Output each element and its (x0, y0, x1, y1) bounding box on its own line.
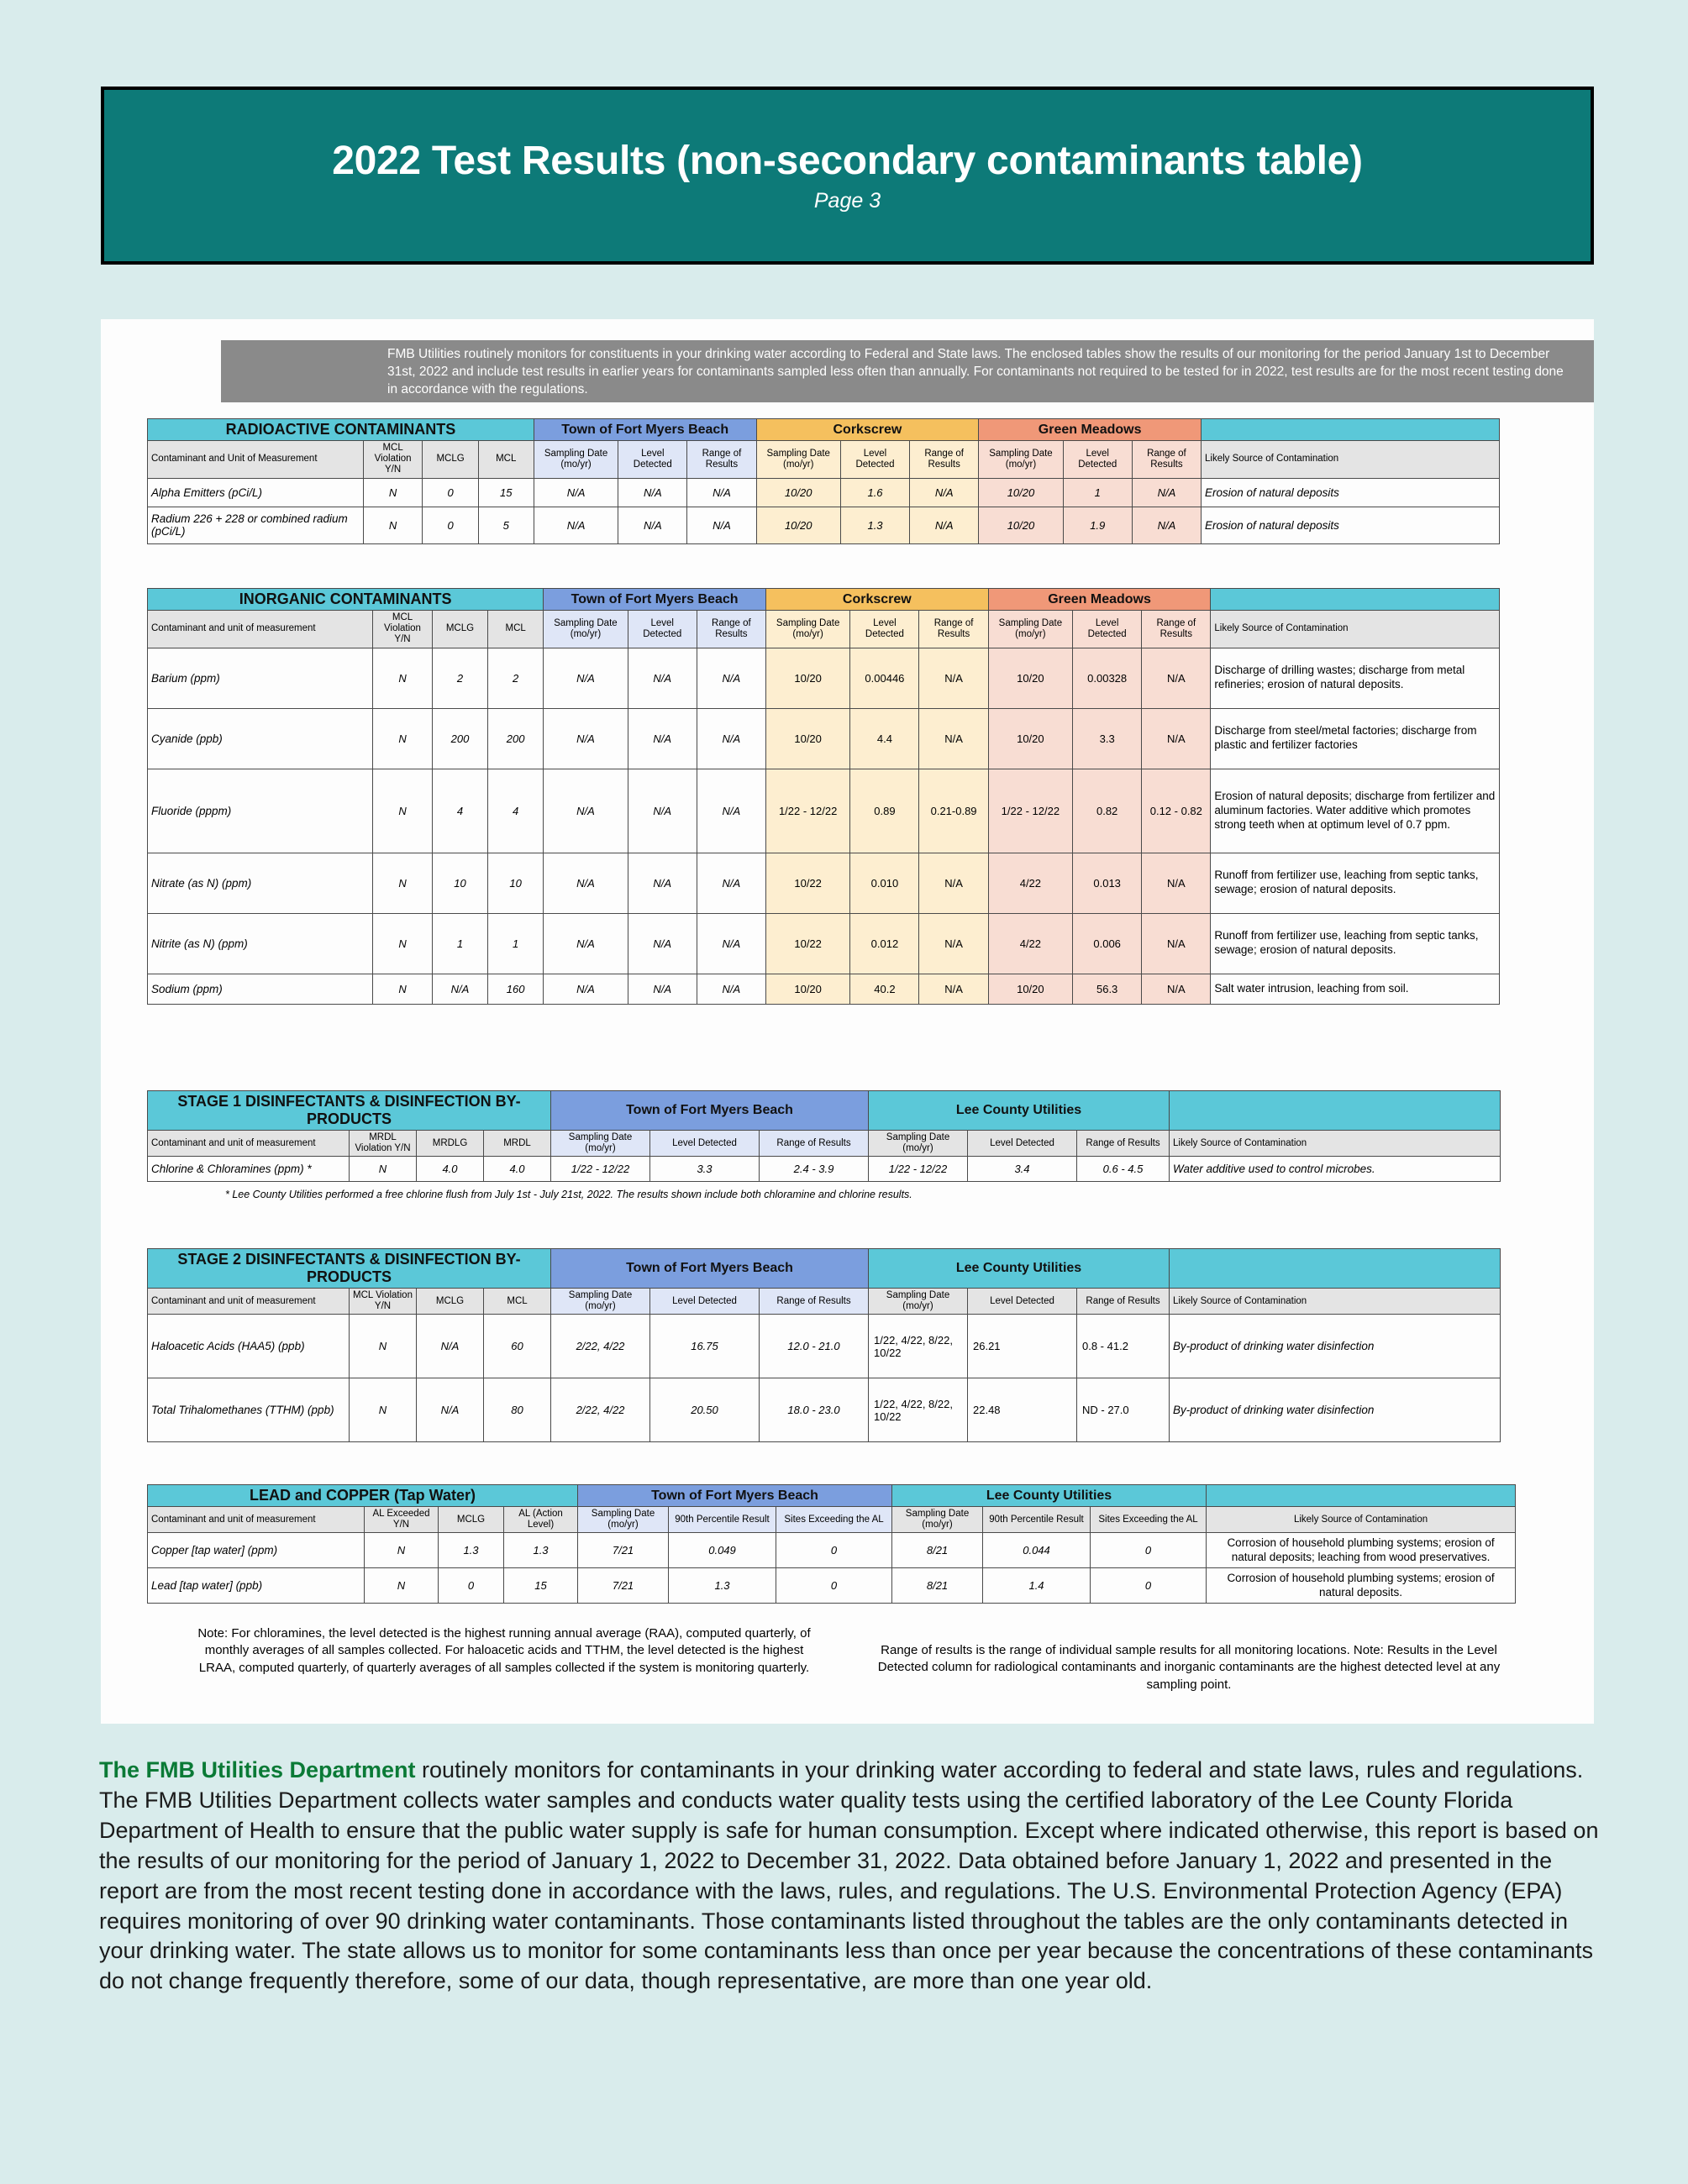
col-mclg: MCLG (439, 1507, 504, 1533)
row-contaminant-name: Sodium (ppm) (148, 974, 373, 1004)
col-range-fmb: Range of Results (687, 441, 756, 479)
system-header-corkscrew: Corkscrew (765, 589, 988, 611)
col-range-fmb: Range of Results (760, 1131, 869, 1157)
cell-fmb-date: 7/21 (578, 1568, 669, 1604)
col-90th-percentile-lee: 90th Percentile Result (983, 1507, 1091, 1533)
group-title-lead-copper: LEAD and COPPER (Tap Water) (148, 1485, 578, 1507)
cell-fmb-level: N/A (628, 769, 697, 853)
cell-mcl: 160 (488, 974, 544, 1004)
col-level-detected-fmb: Level Detected (628, 611, 697, 648)
row-contaminant-name: Alpha Emitters (pCi/L) (148, 478, 364, 507)
cell-lee-sites: 0 (1091, 1568, 1207, 1604)
cell-source: Discharge of drilling wastes; discharge from metal refineries; erosion of natural deposits. (1211, 648, 1500, 708)
cell-green-range: N/A (1142, 913, 1211, 974)
cell-mclg: 0 (423, 507, 478, 543)
cell-lee-date: 1/22, 4/22, 8/22, 10/22 (869, 1378, 968, 1442)
system-header-fmb: Town of Fort Myers Beach (544, 589, 766, 611)
col-al-action-level: AL (Action Level) (504, 1507, 578, 1533)
cell-fmb-date: N/A (544, 769, 628, 853)
cell-green-level: 3.3 (1073, 708, 1142, 769)
cell-green-level: 1 (1063, 478, 1132, 507)
cell-green-date: 4/22 (988, 853, 1072, 913)
system-header-fmb: Town of Fort Myers Beach (551, 1249, 869, 1289)
cell-fmb-90th: 0.049 (669, 1533, 776, 1568)
cell-cork-date: 10/20 (765, 648, 849, 708)
cell-fmb-date: N/A (544, 853, 628, 913)
cell-source: Erosion of natural deposits; discharge from fertilizer and aluminum factories. Water additive which promotes strong teeth when at optimum level of 0.7 ppm. (1211, 769, 1500, 853)
cell-source: Runoff from fertilizer use, leaching from septic tanks, sewage; erosion of natural deposits. (1211, 853, 1500, 913)
col-sampling-date-corkscrew: Sampling Date (mo/yr) (765, 611, 849, 648)
table-row (148, 1378, 1501, 1442)
col-level-detected-corkscrew: Level Detected (850, 611, 919, 648)
col-range-lee: Range of Results (1077, 1131, 1170, 1157)
cell-fmb-range: N/A (697, 974, 765, 1004)
cell-fmb-level: 20.50 (650, 1378, 760, 1442)
cell-green-date: 1/22 - 12/22 (988, 769, 1072, 853)
note-right: Range of results is the range of individual sample results for all monitoring locations. Note: Results in the Level Detected column for radiological contaminants and inorganic contaminants are the highest detected level at any sampling point. (877, 1643, 1501, 1692)
cell-green-date: 10/20 (988, 974, 1072, 1004)
spacer-cell (1202, 419, 1500, 441)
cell-fmb-date: N/A (544, 974, 628, 1004)
col-range-fmb: Range of Results (760, 1289, 869, 1315)
cell-violation: N (373, 769, 433, 853)
system-header-fmb: Town of Fort Myers Beach (551, 1091, 869, 1131)
col-sampling-date-fmb: Sampling Date (mo/yr) (578, 1507, 669, 1533)
cell-fmb-range: N/A (697, 853, 765, 913)
cell-green-range: N/A (1142, 648, 1211, 708)
table-row (148, 478, 1500, 507)
spacer-cell (1211, 589, 1500, 611)
cell-source: Erosion of natural deposits (1202, 478, 1500, 507)
spacer-cell (1170, 1249, 1501, 1289)
row-contaminant-name: Copper [tap water] (ppm) (148, 1533, 365, 1568)
cell-al-exceeded: N (365, 1533, 439, 1568)
cell-source: Discharge from steel/metal factories; discharge from plastic and fertilizer factories (1211, 708, 1500, 769)
cell-mclg: 0 (439, 1568, 504, 1604)
cell-fmb-level: N/A (628, 853, 697, 913)
col-range-corkscrew: Range of Results (919, 611, 988, 648)
cell-fmb-date: 2/22, 4/22 (551, 1378, 650, 1442)
col-level-detected-fmb: Level Detected (618, 441, 687, 479)
col-contaminant: Contaminant and unit of measurement (148, 611, 373, 648)
cell-cork-level: 1.3 (840, 507, 909, 543)
system-header-fmb: Town of Fort Myers Beach (534, 419, 756, 441)
col-90th-percentile-fmb: 90th Percentile Result (669, 1507, 776, 1533)
cell-green-level: 56.3 (1073, 974, 1142, 1004)
cell-green-range: N/A (1132, 478, 1201, 507)
cell-cork-date: 10/20 (756, 507, 840, 543)
cell-violation: N (373, 648, 433, 708)
cell-mrdlg: 4.0 (417, 1157, 484, 1182)
group-title-radioactive: RADIOACTIVE CONTAMINANTS (148, 419, 534, 441)
cell-lee-level: 26.21 (968, 1315, 1077, 1378)
cell-green-level: 0.013 (1073, 853, 1142, 913)
note-left: Note: For chloramines, the level detected is the highest running annual average (RAA), computed quarterly, of monthly averages of all samples collected. For haloacetic acids and TTHM, the level detected is the highest LRAA, computed quarterly, of quarterly averages of all samples collected if the system is monitoring quarterly. (197, 1626, 811, 1675)
cell-lee-date: 1/22 - 12/22 (869, 1157, 968, 1182)
system-header-green-meadows: Green Meadows (979, 419, 1202, 441)
cell-lee-range: 0.8 - 41.2 (1077, 1315, 1170, 1378)
cell-fmb-level: 16.75 (650, 1315, 760, 1378)
col-sampling-date-fmb: Sampling Date (mo/yr) (534, 441, 618, 479)
table-stage1 (147, 1090, 1501, 1182)
cell-cork-range: 0.21-0.89 (919, 769, 988, 853)
col-mcl-violation: MCL Violation Y/N (363, 441, 423, 479)
col-likely-source: Likely Source of Contamination (1207, 1507, 1516, 1533)
cell-mclg: 2 (432, 648, 487, 708)
cell-al: 15 (504, 1568, 578, 1604)
table-row (148, 913, 1500, 974)
cell-green-level: 0.006 (1073, 913, 1142, 974)
cell-cork-range: N/A (910, 478, 979, 507)
cell-mcl: 1 (488, 913, 544, 974)
cell-cork-date: 10/20 (765, 708, 849, 769)
cell-green-date: 4/22 (988, 913, 1072, 974)
cell-mrdl: 4.0 (484, 1157, 551, 1182)
cell-mcl: 80 (484, 1378, 551, 1442)
cell-lee-range: ND - 27.0 (1077, 1378, 1170, 1442)
col-sampling-date-lee: Sampling Date (mo/yr) (892, 1507, 983, 1533)
table-column-header-row (148, 1507, 1516, 1533)
cell-source: Water additive used to control microbes. (1170, 1157, 1501, 1182)
table-row (148, 648, 1500, 708)
table-group-header-row (148, 1091, 1501, 1131)
col-sampling-date-green: Sampling Date (mo/yr) (988, 611, 1072, 648)
intro-paragraph: FMB Utilities routinely monitors for constituents in your drinking water according to Federal and State laws. The enclosed tables show the results of our monitoring for the period January 1st to December 31st, 2022 and include test results in earlier years for contaminants sampled less often than annually. For contaminants not required to be tested for in 2022, test results are for the most recent testing done in accordance with the regulations. (221, 340, 1594, 402)
col-mcl-violation: MCL Violation Y/N (373, 611, 433, 648)
cell-mcl: 4 (488, 769, 544, 853)
cell-source: Salt water intrusion, leaching from soil. (1211, 974, 1500, 1004)
cell-fmb-90th: 1.3 (669, 1568, 776, 1604)
cell-green-range: N/A (1142, 853, 1211, 913)
cell-green-range: 0.12 - 0.82 (1142, 769, 1211, 853)
table-row (148, 507, 1500, 543)
cell-mclg: 4 (432, 769, 487, 853)
cell-source: Corrosion of household plumbing systems; erosion of natural deposits. (1207, 1568, 1516, 1604)
cell-lee-level: 3.4 (968, 1157, 1077, 1182)
cell-mclg: 0 (423, 478, 478, 507)
cell-lee-90th: 0.044 (983, 1533, 1091, 1568)
cell-lee-level: 22.48 (968, 1378, 1077, 1442)
cell-fmb-sites: 0 (776, 1533, 892, 1568)
col-likely-source: Likely Source of Contamination (1202, 441, 1500, 479)
table-row (148, 853, 1500, 913)
col-contaminant: Contaminant and unit of measurement (148, 1289, 350, 1315)
cell-lee-range: 0.6 - 4.5 (1077, 1157, 1170, 1182)
cell-source: Runoff from fertilizer use, leaching from septic tanks, sewage; erosion of natural deposits. (1211, 913, 1500, 974)
group-title-inorganic: INORGANIC CONTAMINANTS (148, 589, 544, 611)
page-number: Page 3 (813, 189, 881, 213)
cell-source: Corrosion of household plumbing systems; erosion of natural deposits; leaching from wood preservatives. (1207, 1533, 1516, 1568)
col-mcl: MCL (478, 441, 534, 479)
col-level-detected-fmb: Level Detected (650, 1289, 760, 1315)
system-header-green-meadows: Green Meadows (988, 589, 1211, 611)
table-row (148, 769, 1500, 853)
cell-green-level: 1.9 (1063, 507, 1132, 543)
table-lead-copper (147, 1484, 1516, 1604)
cell-fmb-sites: 0 (776, 1568, 892, 1604)
col-mcl-violation: MCL Violation Y/N (350, 1289, 417, 1315)
col-contaminant: Contaminant and unit of measurement (148, 1131, 350, 1157)
col-sampling-date-green: Sampling Date (mo/yr) (979, 441, 1063, 479)
table-group-header-row (148, 419, 1500, 441)
col-sampling-date-fmb: Sampling Date (mo/yr) (551, 1289, 650, 1315)
cell-mcl: 200 (488, 708, 544, 769)
cell-fmb-level: N/A (618, 507, 687, 543)
cell-fmb-range: N/A (697, 708, 765, 769)
cell-cork-range: N/A (919, 913, 988, 974)
col-mclg: MCLG (423, 441, 478, 479)
table-row (148, 1568, 1516, 1604)
col-sampling-date-corkscrew: Sampling Date (mo/yr) (756, 441, 840, 479)
cell-cork-date: 10/20 (756, 478, 840, 507)
cell-lee-90th: 1.4 (983, 1568, 1091, 1604)
col-level-detected-fmb: Level Detected (650, 1131, 760, 1157)
cell-cork-level: 0.010 (850, 853, 919, 913)
cell-green-date: 10/20 (988, 648, 1072, 708)
table-row (148, 708, 1500, 769)
cell-mcl: 60 (484, 1315, 551, 1378)
table-stage2 (147, 1248, 1501, 1442)
cell-fmb-range: 2.4 - 3.9 (760, 1157, 869, 1182)
cell-cork-range: N/A (919, 708, 988, 769)
group-title-stage1: STAGE 1 DISINFECTANTS & DISINFECTION BY-PRODUCTS (148, 1091, 551, 1131)
cell-violation: N (373, 913, 433, 974)
paragraph-body: routinely monitors for contaminants in your drinking water according to federal and state laws, rules and regulations. The FMB Utilities Department collects water samples and conducts water quality tests using the certified laboratory of the Lee County Florida Department of Health to ensure that the public water supply is safe for human consumption. Except where indicated otherwise, this report is based on the results of our monitoring for the period of January 1, 2022 to December 31, 2022. Data obtained before January 1, 2022 and presented in the report are from the most recent testing done in accordance with the laws, rules, and regulations. The U.S. Environmental Protection Agency (EPA) requires monitoring of over 90 drinking water contaminants. Those contaminants listed throughout the tables are the only contaminants detected in your drinking water. The state allows us to monitor for some contaminants less than once per year because the concentrations of these contaminants do not change frequently therefore, some of our data, though representative, are more than one year old. (99, 1757, 1599, 1994)
row-contaminant-name: Haloacetic Acids (HAA5) (ppb) (148, 1315, 350, 1378)
cell-green-date: 10/20 (988, 708, 1072, 769)
cell-fmb-date: 2/22, 4/22 (551, 1315, 650, 1378)
cell-green-range: N/A (1142, 708, 1211, 769)
system-header-lee: Lee County Utilities (869, 1249, 1170, 1289)
col-mclg: MCLG (417, 1289, 484, 1315)
row-contaminant-name: Cyanide (ppb) (148, 708, 373, 769)
col-mrdl: MRDL (484, 1131, 551, 1157)
cell-green-level: 0.00328 (1073, 648, 1142, 708)
table-radioactive (147, 418, 1500, 544)
row-contaminant-name: Fluoride (pppm) (148, 769, 373, 853)
row-contaminant-name: Nitrate (as N) (ppm) (148, 853, 373, 913)
cell-green-level: 0.82 (1073, 769, 1142, 853)
cell-violation: N (363, 478, 423, 507)
spacer-cell (1170, 1091, 1501, 1131)
table-group-header-row (148, 1485, 1516, 1507)
cell-mclg: 200 (432, 708, 487, 769)
cell-mclg: 10 (432, 853, 487, 913)
col-sampling-date-fmb: Sampling Date (mo/yr) (551, 1131, 650, 1157)
cell-fmb-range: N/A (687, 507, 756, 543)
cell-cork-level: 1.6 (840, 478, 909, 507)
cell-violation: N (363, 507, 423, 543)
cell-mclg: 1.3 (439, 1533, 504, 1568)
cell-cork-level: 0.89 (850, 769, 919, 853)
cell-cork-level: 0.00446 (850, 648, 919, 708)
cell-fmb-level: 3.3 (650, 1157, 760, 1182)
row-contaminant-name: Radium 226 + 228 or combined radium (pCi/L) (148, 507, 364, 543)
table-row (148, 1157, 1501, 1182)
system-header-lee: Lee County Utilities (869, 1091, 1170, 1131)
cell-mclg: 1 (432, 913, 487, 974)
cell-cork-level: 4.4 (850, 708, 919, 769)
row-contaminant-name: Lead [tap water] (ppb) (148, 1568, 365, 1604)
cell-fmb-date: N/A (544, 708, 628, 769)
cell-cork-date: 10/22 (765, 853, 849, 913)
col-level-detected-corkscrew: Level Detected (840, 441, 909, 479)
col-level-detected-green: Level Detected (1063, 441, 1132, 479)
row-contaminant-name: Barium (ppm) (148, 648, 373, 708)
system-header-corkscrew: Corkscrew (756, 419, 979, 441)
table-column-header-row (148, 1131, 1501, 1157)
col-mclg: MCLG (432, 611, 487, 648)
cell-mclg: N/A (432, 974, 487, 1004)
cell-violation: N (373, 708, 433, 769)
cell-fmb-date: 1/22 - 12/22 (551, 1157, 650, 1182)
row-contaminant-name: Total Trihalomethanes (TTHM) (ppb) (148, 1378, 350, 1442)
cell-violation: N (350, 1157, 417, 1182)
col-mcl: MCL (484, 1289, 551, 1315)
col-sampling-date-lee: Sampling Date (mo/yr) (869, 1131, 968, 1157)
cell-cork-range: N/A (919, 648, 988, 708)
system-header-lee: Lee County Utilities (892, 1485, 1207, 1507)
cell-fmb-range: 18.0 - 23.0 (760, 1378, 869, 1442)
col-level-detected-lee: Level Detected (968, 1289, 1077, 1315)
spacer-cell (1207, 1485, 1516, 1507)
cell-lee-date: 8/21 (892, 1533, 983, 1568)
cell-fmb-range: N/A (697, 648, 765, 708)
cell-violation: N (373, 974, 433, 1004)
page-title: 2022 Test Results (non-secondary contaminants table) (332, 139, 1363, 183)
table-row (148, 974, 1500, 1004)
cell-fmb-date: N/A (534, 478, 618, 507)
cell-cork-date: 1/22 - 12/22 (765, 769, 849, 853)
col-sites-exceeding-fmb: Sites Exceeding the AL (776, 1507, 892, 1533)
cell-violation: N (373, 853, 433, 913)
cell-fmb-range: 12.0 - 21.0 (760, 1315, 869, 1378)
cell-lee-sites: 0 (1091, 1533, 1207, 1568)
col-mrdl-violation: MRDL Violation Y/N (350, 1131, 417, 1157)
cell-mcl: 2 (488, 648, 544, 708)
cell-violation: N (350, 1378, 417, 1442)
closing-paragraph (99, 1756, 1603, 1997)
col-range-lee: Range of Results (1077, 1289, 1170, 1315)
table-group-header-row (148, 589, 1500, 611)
row-contaminant-name: Chlorine & Chloramines (ppm) * (148, 1157, 350, 1182)
table-inorganic (147, 588, 1500, 1005)
col-level-detected-green: Level Detected (1073, 611, 1142, 648)
cell-source: Erosion of natural deposits (1202, 507, 1500, 543)
table-row (148, 1315, 1501, 1378)
col-contaminant: Contaminant and unit of measurement (148, 1507, 365, 1533)
cell-source: By-product of drinking water disinfection (1170, 1315, 1501, 1378)
cell-cork-level: 0.012 (850, 913, 919, 974)
group-title-stage2: STAGE 2 DISINFECTANTS & DISINFECTION BY-PRODUCTS (148, 1249, 551, 1289)
col-sampling-date-fmb: Sampling Date (mo/yr) (544, 611, 628, 648)
col-range-fmb: Range of Results (697, 611, 765, 648)
cell-mclg: N/A (417, 1378, 484, 1442)
cell-fmb-date: N/A (534, 507, 618, 543)
col-sampling-date-lee: Sampling Date (mo/yr) (869, 1289, 968, 1315)
cell-fmb-level: N/A (628, 648, 697, 708)
cell-al: 1.3 (504, 1533, 578, 1568)
title-banner (101, 87, 1594, 265)
cell-cork-date: 10/22 (765, 913, 849, 974)
cell-green-date: 10/20 (979, 478, 1063, 507)
cell-fmb-level: N/A (618, 478, 687, 507)
table-column-header-row (148, 611, 1500, 648)
cell-mcl: 10 (488, 853, 544, 913)
cell-fmb-date: 7/21 (578, 1533, 669, 1568)
row-contaminant-name: Nitrite (as N) (ppm) (148, 913, 373, 974)
cell-source: By-product of drinking water disinfection (1170, 1378, 1501, 1442)
stage1-footnote: * Lee County Utilities performed a free chlorine flush from July 1st - July 21st, 2022. The results shown include both chloramine and chlorine results. (225, 1189, 912, 1200)
system-header-fmb: Town of Fort Myers Beach (578, 1485, 892, 1507)
table-row (148, 1533, 1516, 1568)
col-likely-source: Likely Source of Contamination (1170, 1131, 1501, 1157)
cell-cork-range: N/A (910, 507, 979, 543)
col-mrdlg: MRDLG (417, 1131, 484, 1157)
cell-cork-level: 40.2 (850, 974, 919, 1004)
cell-cork-date: 10/20 (765, 974, 849, 1004)
cell-al-exceeded: N (365, 1568, 439, 1604)
col-level-detected-lee: Level Detected (968, 1131, 1077, 1157)
cell-fmb-range: N/A (697, 913, 765, 974)
col-range-green: Range of Results (1132, 441, 1201, 479)
table-group-header-row (148, 1249, 1501, 1289)
cell-green-date: 10/20 (979, 507, 1063, 543)
cell-fmb-level: N/A (628, 913, 697, 974)
col-contaminant: Contaminant and Unit of Measurement (148, 441, 364, 479)
col-range-corkscrew: Range of Results (910, 441, 979, 479)
col-likely-source: Likely Source of Contamination (1170, 1289, 1501, 1315)
col-likely-source: Likely Source of Contamination (1211, 611, 1500, 648)
cell-green-range: N/A (1132, 507, 1201, 543)
col-range-green: Range of Results (1142, 611, 1211, 648)
paragraph-lead: The FMB Utilities Department (99, 1757, 416, 1782)
cell-cork-range: N/A (919, 974, 988, 1004)
cell-mcl: 5 (478, 507, 534, 543)
table-column-header-row (148, 1289, 1501, 1315)
cell-mclg: N/A (417, 1315, 484, 1378)
cell-lee-date: 1/22, 4/22, 8/22, 10/22 (869, 1315, 968, 1378)
cell-lee-date: 8/21 (892, 1568, 983, 1604)
report-sheet (101, 319, 1594, 1724)
cell-green-range: N/A (1142, 974, 1211, 1004)
table-column-header-row (148, 441, 1500, 479)
cell-fmb-range: N/A (687, 478, 756, 507)
cell-mcl: 15 (478, 478, 534, 507)
col-mcl: MCL (488, 611, 544, 648)
cell-fmb-date: N/A (544, 648, 628, 708)
cell-fmb-level: N/A (628, 708, 697, 769)
cell-fmb-date: N/A (544, 913, 628, 974)
cell-fmb-range: N/A (697, 769, 765, 853)
cell-cork-range: N/A (919, 853, 988, 913)
col-sites-exceeding-lee: Sites Exceeding the AL (1091, 1507, 1207, 1533)
col-al-exceeded: AL Exceeded Y/N (365, 1507, 439, 1533)
cell-violation: N (350, 1315, 417, 1378)
cell-fmb-level: N/A (628, 974, 697, 1004)
